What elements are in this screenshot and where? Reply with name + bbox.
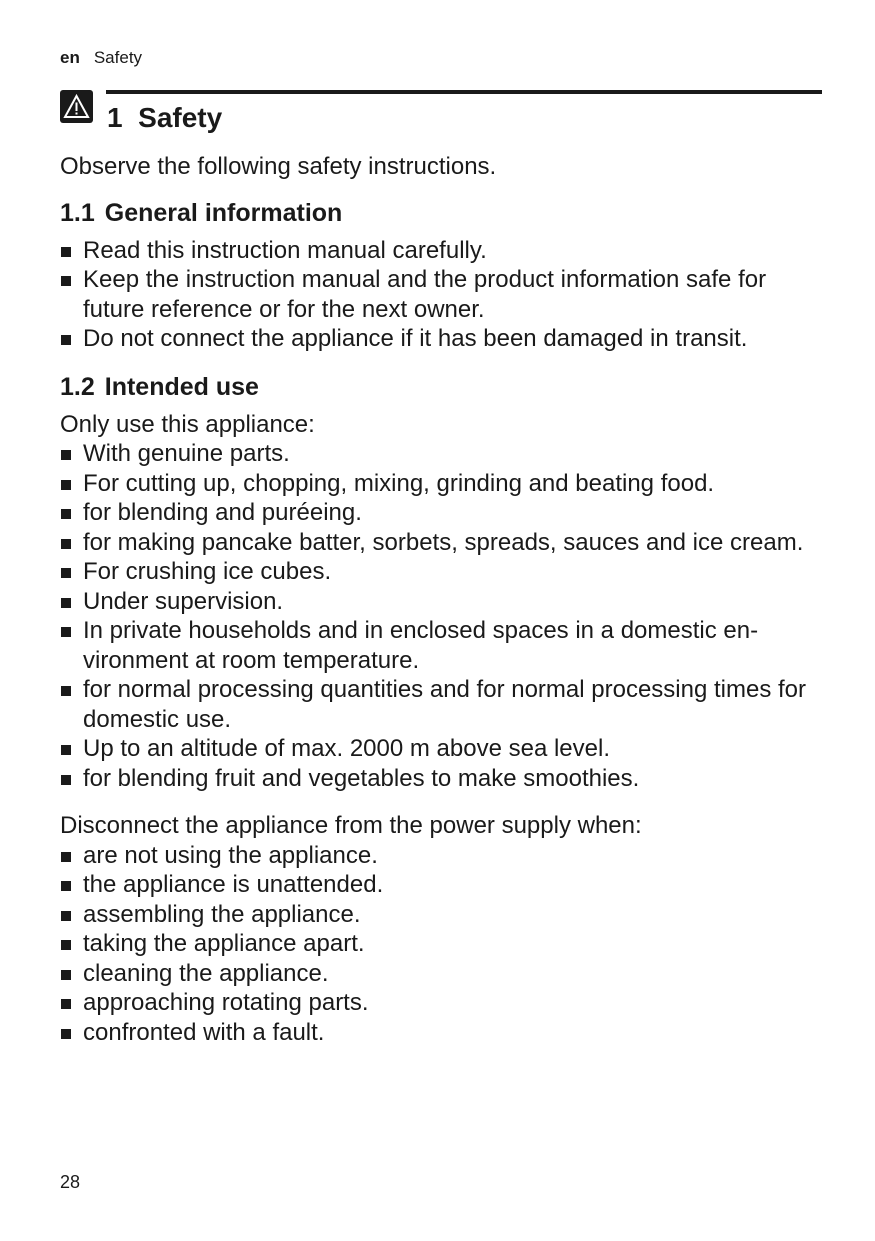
list-item: Keep the instruction manual and the product information safe for future reference or for the next owner.	[60, 265, 822, 324]
list-item: confronted with a fault.	[60, 1018, 822, 1048]
chapter-title-text: Safety	[138, 102, 223, 133]
list-item: Under supervision.	[60, 587, 822, 617]
list-item: Do not connect the appliance if it has been damaged in transit.	[60, 324, 822, 354]
chapter-heading	[60, 90, 822, 140]
list-item: For crushing ice cubes.	[60, 557, 822, 587]
section-heading-general	[60, 198, 822, 228]
list-item: assembling the appliance.	[60, 900, 822, 930]
page-number: 28	[60, 1172, 81, 1192]
list-item: Up to an altitude of max. 2000 m above sea level.	[60, 734, 822, 764]
list-item: for normal processing quantities and for normal processing times for domestic use.	[60, 675, 822, 734]
chapter-rule	[106, 90, 822, 94]
list-item: for blending fruit and vegetables to make smoothies.	[60, 764, 822, 794]
section-title: General information	[104, 198, 343, 227]
intended-use-lead: Only use this appliance:	[60, 410, 315, 438]
list-item: In private households and in enclosed spaces in a domestic environment at room temperature.	[60, 616, 822, 675]
list-item: taking the appliance apart.	[60, 929, 822, 959]
intro-text: Observe the following safety instructions.	[60, 153, 497, 180]
disconnect-list	[60, 841, 822, 1048]
list-item: cleaning the appliance.	[60, 959, 822, 989]
list-item: for making pancake batter, sorbets, spreads, sauces and ice cream.	[60, 528, 822, 558]
intended-use-list	[60, 439, 822, 793]
disconnect-lead: Disconnect the appliance from the power supply when:	[60, 812, 642, 839]
list-item: approaching rotating parts.	[60, 988, 822, 1018]
list-item: With genuine parts.	[60, 439, 822, 469]
chapter-number: 1	[107, 102, 123, 133]
header-section: Safety	[93, 48, 143, 67]
list-item: For cutting up, chopping, mixing, grinding and beating food.	[60, 469, 822, 499]
list-item: the appliance is unattended.	[60, 870, 822, 900]
language-code: en	[60, 48, 80, 67]
warning-triangle-icon	[60, 90, 93, 123]
section-title: Intended use	[104, 372, 259, 401]
list-item: for blending and puréeing.	[60, 498, 822, 528]
running-header	[60, 48, 142, 68]
chapter-title	[107, 102, 222, 134]
section-number: 1.2	[60, 372, 95, 401]
section-heading-intended-use	[60, 372, 822, 402]
page-content	[60, 152, 822, 1047]
section-number: 1.1	[60, 198, 95, 227]
list-item: are not using the appliance.	[60, 841, 822, 871]
general-info-list	[60, 236, 822, 354]
list-item: Read this instruction manual carefully.	[60, 236, 822, 266]
